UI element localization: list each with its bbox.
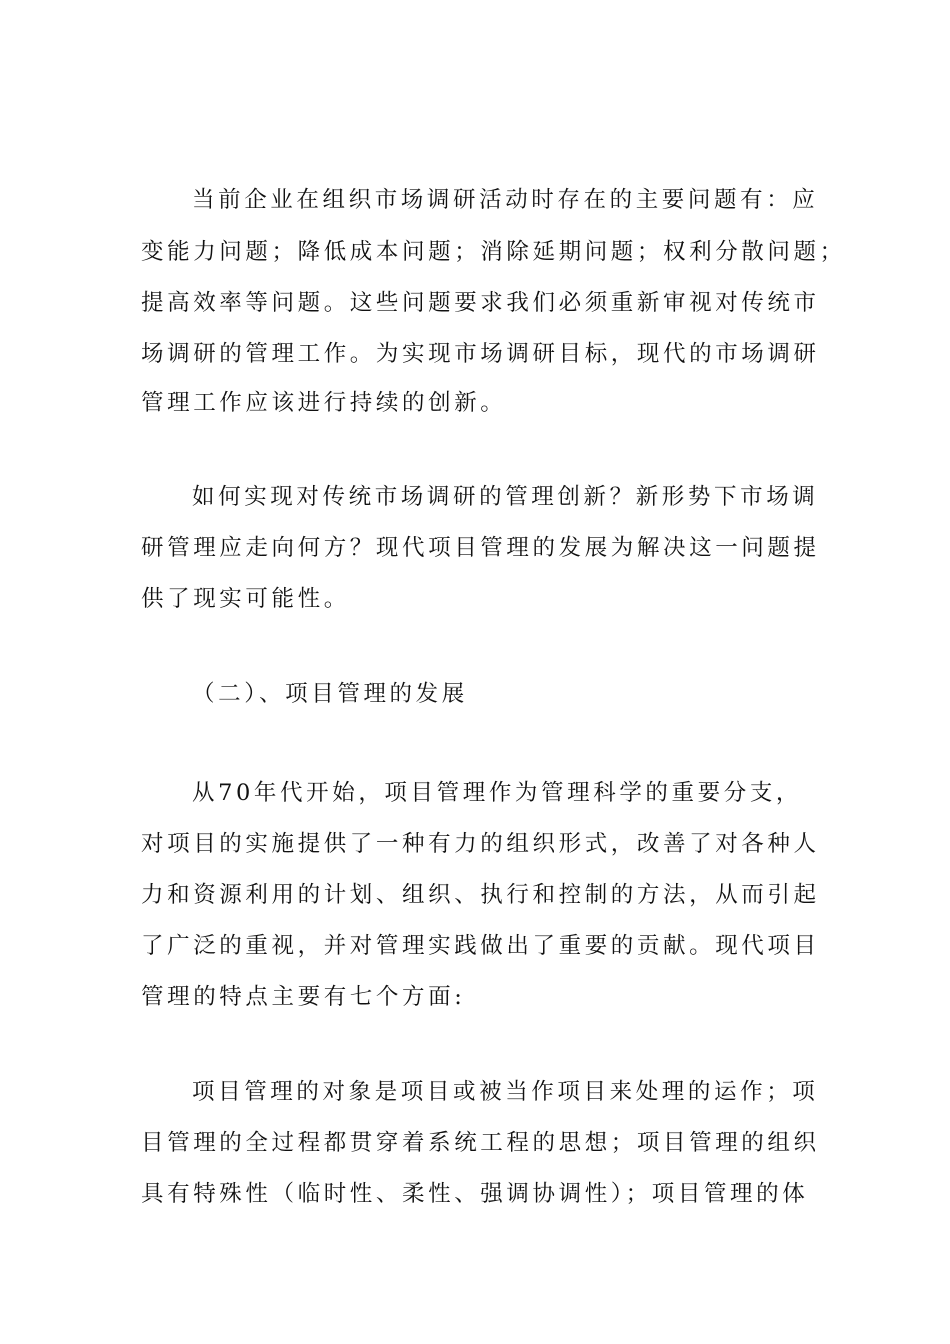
section-heading: （二）、项目管理的发展 (192, 681, 468, 707)
paragraph-1-line-5: 管理工作应该进行持续的创新。 (141, 390, 507, 416)
paragraph-1-line-2: 变能力问题；降低成本问题；消除延期问题；权利分散问题； (141, 239, 846, 265)
paragraph-4-line-3: 具有特殊性（临时性、柔性、强调协调性）；项目管理的体 (141, 1181, 809, 1207)
paragraph-4-line-2: 目管理的全过程都贯穿着系统工程的思想；项目管理的组织 (141, 1130, 820, 1156)
paragraph-2-line-2: 研管理应走向何方？现代项目管理的发展为解决这一问题提 (141, 535, 820, 561)
paragraph-1-line-3: 提高效率等问题。这些问题要求我们必须重新审视对传统市 (141, 290, 820, 316)
paragraph-3-line-3: 力和资源利用的计划、组织、执行和控制的方法，从而引起 (141, 882, 820, 908)
paragraph-3-line-4: 了广泛的重视，并对管理实践做出了重要的贡献。现代项目 (141, 933, 820, 959)
paragraph-3-line-1: 从70年代开始，项目管理作为管理科学的重要分支， (192, 780, 803, 806)
paragraph-1-line-4: 场调研的管理工作。为实现市场调研目标，现代的市场调研 (141, 341, 820, 367)
paragraph-1-line-1: 当前企业在组织市场调研活动时存在的主要问题有：应 (192, 187, 819, 213)
paragraph-4-line-1: 项目管理的对象是项目或被当作项目来处理的运作；项 (192, 1079, 819, 1105)
paragraph-2-line-3: 供了现实可能性。 (141, 586, 350, 612)
paragraph-3-line-2: 对项目的实施提供了一种有力的组织形式，改善了对各种人 (141, 831, 820, 857)
paragraph-3-line-5: 管理的特点主要有七个方面: (141, 984, 466, 1010)
paragraph-2-line-1: 如何实现对传统市场调研的管理创新？新形势下市场调 (192, 484, 819, 510)
